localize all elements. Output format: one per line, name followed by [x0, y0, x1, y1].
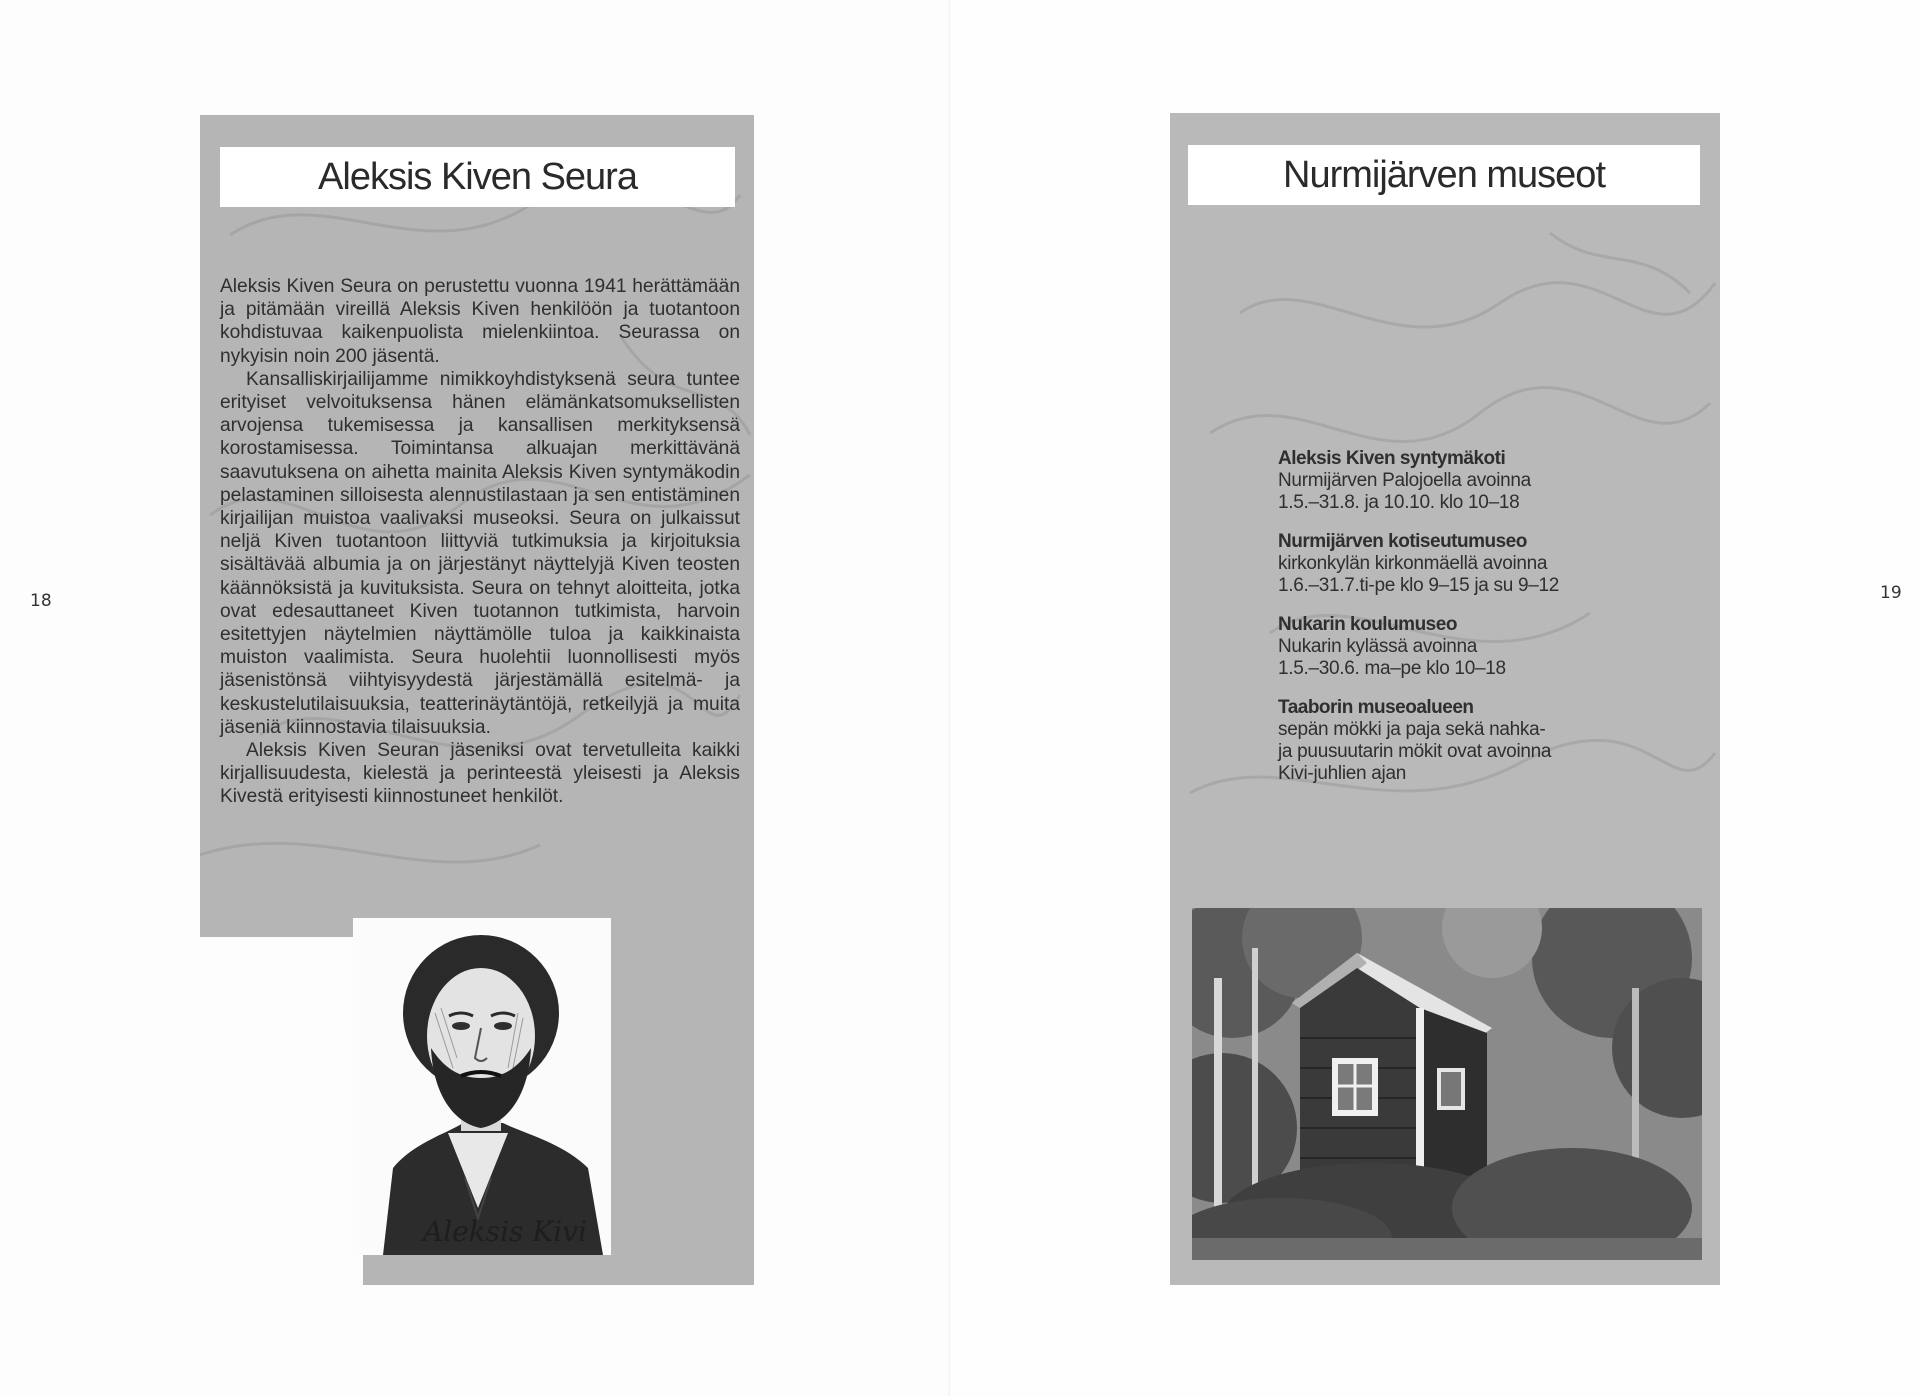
museums-title: Nurmijärven museot: [1188, 145, 1700, 205]
museum-item: [1278, 448, 1678, 514]
museum-info-line: Nurmijärven Palojoella avoinna: [1278, 470, 1531, 491]
aleksis-kivi-portrait: [353, 918, 611, 1255]
museum-item: [1278, 697, 1678, 785]
museum-info-line: 1.5.–31.8. ja 10.10. klo 10–18: [1278, 492, 1520, 513]
museum-info-line: Nukarin kylässä avoinna: [1278, 636, 1478, 657]
museum-info-line: ja puusuutarin mökit ovat avoinna: [1278, 741, 1552, 762]
page-number-right: 19: [1880, 583, 1902, 603]
museum-info-line: sepän mökki ja paja sekä nahka-: [1278, 719, 1546, 740]
paragraph-3: Aleksis Kiven Seuran jäseniksi ovat tervetulleita kaikki kirjallisuudesta, kielestä ja perinteestä yleisesti ja Aleksis Kivestä erityisesti kiinnostuneet henkilöt.: [220, 740, 740, 808]
society-title: Aleksis Kiven Seura: [220, 147, 735, 207]
cottage-image: [1192, 908, 1702, 1260]
portrait-signature: Aleksis Kivi: [423, 1215, 587, 1248]
museum-info-line: Kivi-juhlien ajan: [1278, 763, 1406, 784]
museums-panel: [1170, 113, 1720, 1285]
museum-info-line: 1.6.–31.7.ti-pe klo 9–15 ja su 9–12: [1278, 575, 1560, 596]
museum-item: [1278, 531, 1678, 597]
paragraph-1: Aleksis Kiven Seura on perustettu vuonna 1941 herättämään ja pitämään vireillä Aleksis Kiven henkilöön ja tuotantoon kohdistuvaa kaikenpuolista mielenkiintoa. Seurassa on nykyisin noin 200 jäsentä.: [220, 276, 740, 367]
museum-name: Nurmijärven kotiseutumuseo: [1278, 531, 1527, 552]
portrait-engraving: [353, 918, 611, 1255]
page-number-left: 18: [30, 591, 52, 611]
society-description: [220, 275, 740, 809]
museum-info-line: kirkonkylän kirkonmäellä avoinna: [1278, 553, 1548, 574]
museum-name: Taaborin museoalueen: [1278, 697, 1474, 718]
museum-list: [1278, 448, 1678, 802]
museum-info-line: 1.5.–30.6. ma–pe klo 10–18: [1278, 658, 1506, 679]
society-panel: [200, 115, 754, 1285]
museum-name: Aleksis Kiven syntymäkoti: [1278, 448, 1506, 469]
paragraph-2: Kansalliskirjailijamme nimikkoyhdistyksenä seura tuntee erityiset velvoituksensa hänen elämänkatsomuksellisten arvojensa tukemisessa ja kansallisen merkityksensä korostamisessa. Toimintansa alkuajan merkittävänä saavutuksena on aihetta mainita Aleksis Kiven syntymäkodin pelastaminen silloisesta alennustilastaan ja sen entistäminen kirjailijan muistoa vaalivaksi museoksi. Seura on julkaissut neljä Kiven tuotantoon liittyviä tutkimuksia ja kirjoituksia sisältävää albumia ja on järjestänyt näyttelyjä Kiven teosten käännöksistä ja kuvituksista. Seura on tehnyt aloitteita, jotka ovat edesauttaneet Kiven tuotannon tutkimista, harvoin esitettyjen näytelmien näyttämölle tuloa ja kaikkinaista muiston vaalimista. Seura huolehtii luonnollisesti myös jäsenistönsä viihtyisyydestä järjestämällä esitelmä- ja keskustelutilaisuuksia, teatterinäytäntöjä, retkeilyjä ja muita jäseniä kiinnostavia tilaisuuksia.: [220, 368, 740, 738]
museum-item: [1278, 614, 1678, 680]
cottage-photo: [1192, 908, 1702, 1260]
left-page: [0, 0, 950, 1396]
museum-name: Nukarin koulumuseo: [1278, 614, 1457, 635]
